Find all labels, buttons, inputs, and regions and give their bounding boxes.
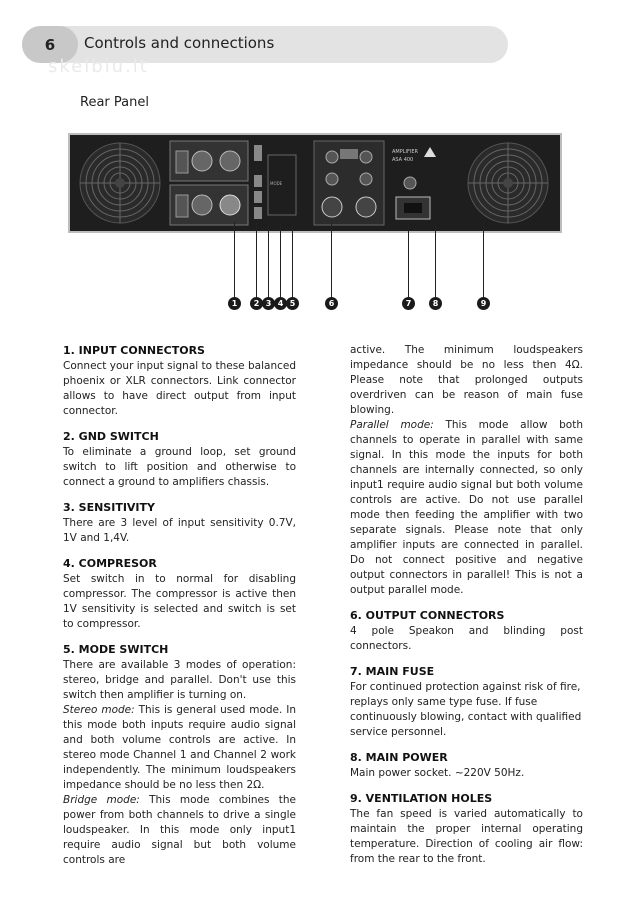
- callout-line-8: [435, 222, 436, 297]
- callout-6: 6: [325, 297, 338, 310]
- section-mode-switch: [63, 642, 296, 868]
- callout-line-7: [408, 222, 409, 297]
- section-input-connectors: [63, 343, 296, 419]
- power-socket-icon: [396, 177, 430, 219]
- callout-1: 1: [228, 297, 241, 310]
- bridge-mode-paragraph: [63, 793, 296, 868]
- page-title: Controls and connections: [84, 34, 275, 52]
- callout-line-6: [331, 222, 332, 297]
- section-body: For continued protection against risk of fire, replays only same type fuse. If fuse continuously blowing, contact with qualified service personnel.: [350, 681, 582, 738]
- section-title: 3. SENSITIVITY: [63, 501, 155, 514]
- output-connectors-icon: [314, 141, 384, 225]
- section-body: There are 3 level of input sensitivity 0.7V, 1V and 1,4V.: [63, 517, 296, 544]
- parallel-mode-paragraph: [350, 418, 583, 598]
- callout-line-4: [280, 222, 281, 297]
- switches-icon: [254, 145, 296, 219]
- callout-3: 3: [262, 297, 275, 310]
- callout-2: 2: [250, 297, 263, 310]
- rear-panel-image: [68, 133, 562, 233]
- callout-9: 9: [477, 297, 490, 310]
- model-label: [392, 147, 436, 163]
- left-fan-icon: [80, 143, 160, 223]
- callout-line-3: [268, 222, 269, 297]
- section-ventilation-holes: [350, 791, 583, 867]
- section-mode-switch-continued: [350, 343, 583, 598]
- section-title: 5. MODE SWITCH: [63, 643, 169, 656]
- section-main-power: [350, 750, 583, 781]
- right-column: [350, 343, 583, 877]
- parallel-mode-body: This mode allow both channels to operate in parallel with same signal. In this mode the inputs for both channels are internally connected, so only input1 require audio signal but both volume controls are active. Do not use parallel mode then feeding the amplifier with two separate signals. Please note that only amplifier inputs are connected in parallel. Do not connect positive and negative output connectors in parallel! This is not a output parallel mode.: [350, 419, 583, 596]
- section-main-fuse: [350, 664, 583, 740]
- stereo-mode-paragraph: [63, 703, 296, 793]
- stereo-mode-body: This is general used mode. In this mode both inputs require audio signal and both volume controls are active. In stereo mode Channel 1 and Channel 2 work independently. The minimum loudspeakers impedance should be no less then 2Ω.: [63, 704, 296, 791]
- rear-panel-drawing: [70, 135, 560, 231]
- section-sensitivity: [63, 500, 296, 546]
- callout-line-9: [483, 222, 484, 297]
- section-title: 2. GND SWITCH: [63, 430, 159, 443]
- section-body: There are available 3 modes of operation: stereo, bridge and parallel. Don't use this switch then amplifier is turning on.: [63, 659, 296, 701]
- input-connectors-icon: [170, 141, 248, 225]
- section-output-connectors: [350, 608, 583, 654]
- section-compresor: [63, 556, 296, 632]
- section-body: Set switch in to normal for disabling compressor. The compressor is active then 1V sensitivity is selected and switch is set to compressor.: [63, 573, 296, 630]
- section-title: 7. MAIN FUSE: [350, 665, 435, 678]
- section-subtitle: Rear Panel: [80, 95, 149, 110]
- bridge-mode-body: This mode combines the power from both channels to drive a single loudspeaker. In this mode only input1 require audio signal but both volume controls are: [63, 794, 296, 866]
- callout-line-1: [234, 222, 235, 297]
- page-number: 6: [22, 26, 78, 63]
- section-title: 4. COMPRESOR: [63, 557, 157, 570]
- section-title: 9. VENTILATION HOLES: [350, 792, 493, 805]
- callout-line-2: [256, 222, 257, 297]
- section-body: 4 pole Speakon and blinding post connectors.: [350, 625, 583, 652]
- watermark: skelbiu.lt: [48, 56, 149, 77]
- section-title: 6. OUTPUT CONNECTORS: [350, 609, 505, 622]
- callout-8: 8: [429, 297, 442, 310]
- section-body: To eliminate a ground loop, set ground switch to lift position and otherwise to connect a ground to amplifiers chassis.: [63, 446, 296, 488]
- section-gnd-switch: [63, 429, 296, 490]
- stereo-mode-label: Stereo mode:: [63, 704, 135, 716]
- callout-4: 4: [274, 297, 287, 310]
- left-column: [63, 343, 296, 878]
- svg-text:MODE: MODE: [270, 181, 283, 186]
- section-body: active. The minimum loudspeakers impedance should be no less then 4Ω. Please note that prolonged outputs overdriven can be reason of main fuse blowing.: [350, 344, 583, 416]
- section-title: 1. INPUT CONNECTORS: [63, 344, 205, 357]
- model-text: AMPLIFIER: [392, 149, 418, 155]
- callout-5: 5: [286, 297, 299, 310]
- parallel-mode-label: Parallel mode:: [350, 419, 434, 431]
- callout-line-5: [292, 222, 293, 297]
- section-body: Main power socket. ~220V 50Hz.: [350, 767, 525, 779]
- section-body: Connect your input signal to these balanced phoenix or XLR connectors. Link connector allows to have direct output from input connector.: [63, 360, 296, 417]
- right-fan-icon: [468, 143, 548, 223]
- section-body: The fan speed is varied automatically to maintain the proper internal operating temperature. Direction of cooling air flow: from the rear to the front.: [350, 808, 583, 865]
- section-title: 8. MAIN POWER: [350, 751, 448, 764]
- callout-7: 7: [402, 297, 415, 310]
- model-name: ASA 400: [392, 157, 414, 163]
- bridge-mode-label: Bridge mode:: [63, 794, 140, 806]
